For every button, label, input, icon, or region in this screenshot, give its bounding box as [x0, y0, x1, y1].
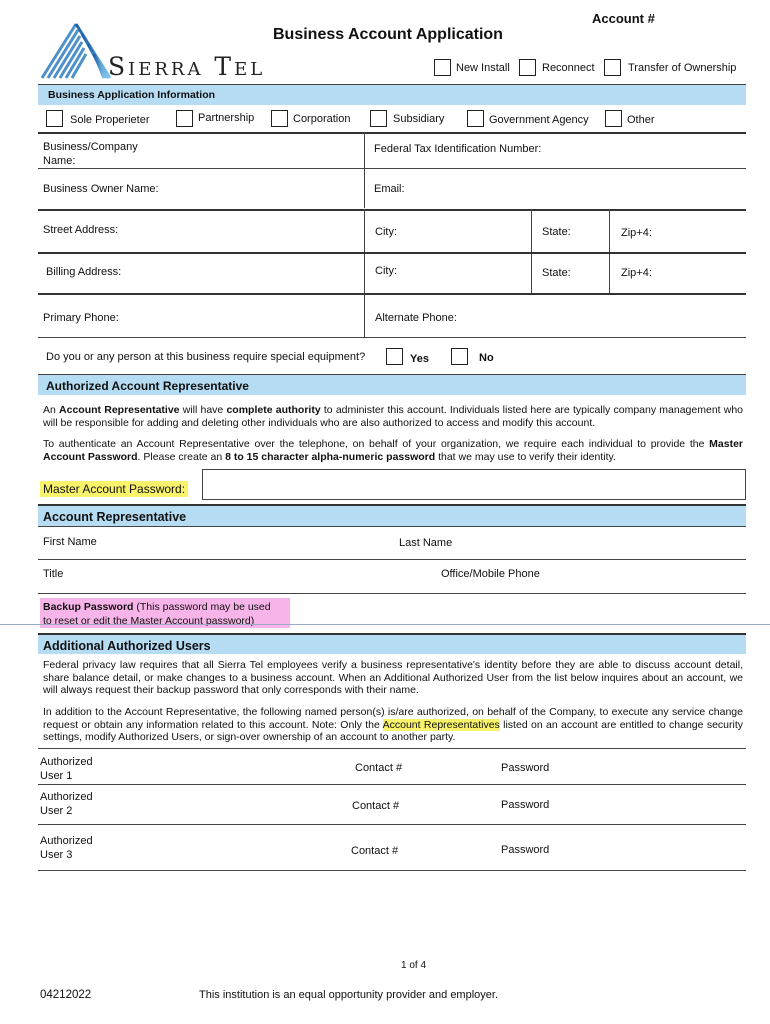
authorized-user-label: Authorized User 3 [40, 835, 93, 861]
password-label: Password [501, 762, 550, 774]
contact-label: Contact # [355, 762, 403, 774]
tax-id-label: Federal Tax Identification Number: [374, 143, 542, 155]
no-label: No [479, 352, 494, 364]
additional-users-paragraph-2: In addition to the Account Representative, the following named person(s) is/are authorized, on behalf of the Company, to execute any service change request or obtain any information related to this account. Note: Only the Account Representatives listed on an account are entitled to change security settings, modify Authorized Users, or sign-over ownership of an account to another party. [43, 706, 743, 743]
state-label: State: [542, 226, 571, 238]
logo [38, 20, 273, 82]
owner-name-label: Business Owner Name: [43, 183, 159, 195]
street-address-label: Street Address: [43, 224, 119, 236]
transfer-ownership-label: Transfer of Ownership [628, 62, 737, 74]
special-equipment-question: Do you or any person at this business require special equipment? [46, 351, 366, 363]
government-agency-label: Government Agency [489, 114, 589, 126]
transfer-ownership-checkbox[interactable] [604, 59, 621, 76]
alternate-phone-label: Alternate Phone: [375, 312, 457, 324]
authorized-rep-heading: Authorized Account Representative [38, 374, 746, 395]
subsidiary-label: Subsidiary [393, 113, 445, 125]
subsidiary-checkbox[interactable] [370, 110, 387, 127]
account-rep-heading: Account Representative [38, 504, 746, 526]
first-name-label: First Name [43, 536, 97, 548]
account-number-label: Account # [592, 11, 655, 26]
special-equipment-no-checkbox[interactable] [451, 348, 468, 365]
corporation-checkbox[interactable] [271, 110, 288, 127]
business-info-heading: Business Application Information [38, 84, 746, 105]
billing-city-label: City: [375, 265, 397, 277]
authorized-rep-paragraph-2: To authenticate an Account Representative over the telephone, on behalf of your organization, we require each individual to provide the Master Account Password. Please create an 8 to 15 character alpha-numeric password that we may use to verify their identity. [43, 438, 743, 463]
zip-label: Zip+4: [621, 227, 652, 239]
reconnect-label: Reconnect [542, 62, 595, 74]
page-title: Business Account Application [273, 26, 503, 43]
office-phone-label: Office/Mobile Phone [441, 568, 540, 580]
partnership-label: Partnership [198, 112, 255, 124]
special-equipment-yes-checkbox[interactable] [386, 348, 403, 365]
other-checkbox[interactable] [605, 110, 622, 127]
email-label: Email: [374, 183, 405, 195]
equal-opportunity-notice: This institution is an equal opportunity provider and employer. [199, 989, 499, 1001]
password-label: Password [501, 844, 550, 856]
page-number: 1 of 4 [401, 960, 427, 971]
logo-text: Sierra Tel [108, 52, 266, 81]
billing-zip-label: Zip+4: [621, 267, 652, 279]
new-install-checkbox[interactable] [434, 59, 451, 76]
additional-users-paragraph-1: Federal privacy law requires that all Sierra Tel employees verify a business representative's identity before they are able to discuss account detail, share balance detail, or make changes to a business account. When an Additional Authorized User from the list below inquires about an account, we will always request their backup password that only corresponds with their name. [43, 659, 743, 696]
contact-label: Contact # [352, 800, 400, 812]
other-label: Other [627, 114, 655, 126]
form-code: 04212022 [40, 989, 92, 1001]
master-password-label: Master Account Password: [40, 481, 188, 497]
contact-label: Contact # [351, 845, 399, 857]
billing-state-label: State: [542, 267, 571, 279]
new-install-label: New Install [456, 62, 510, 74]
backup-password-label: Backup Password (This password may be used to reset or edit the Master Account password) [40, 598, 290, 628]
primary-phone-label: Primary Phone: [43, 312, 119, 324]
additional-users-heading: Additional Authorized Users [38, 633, 746, 654]
yes-label: Yes [410, 353, 429, 365]
master-password-input[interactable] [202, 469, 746, 500]
city-label: City: [375, 226, 397, 238]
reconnect-checkbox[interactable] [519, 59, 536, 76]
title-label: Title [43, 568, 64, 580]
password-label: Password [501, 799, 550, 811]
authorized-user-label: Authorized User 2 [40, 791, 93, 817]
company-name-label: Business/Company Name: [43, 141, 138, 167]
sole-proprietor-checkbox[interactable] [46, 110, 63, 127]
authorized-user-label: Authorized User 1 [40, 756, 93, 782]
corporation-label: Corporation [293, 113, 351, 125]
billing-address-label: Billing Address: [46, 266, 122, 278]
last-name-label: Last Name [399, 537, 453, 549]
partnership-checkbox[interactable] [176, 110, 193, 127]
authorized-rep-paragraph-1: An Account Representative will have complete authority to administer this account. Individuals listed here are typically company management who will be responsible for adding and deleting other individuals who are also authorized to access and modify this account. [43, 404, 744, 429]
government-agency-checkbox[interactable] [467, 110, 484, 127]
sole-proprietor-label: Sole Properieter [70, 114, 150, 126]
